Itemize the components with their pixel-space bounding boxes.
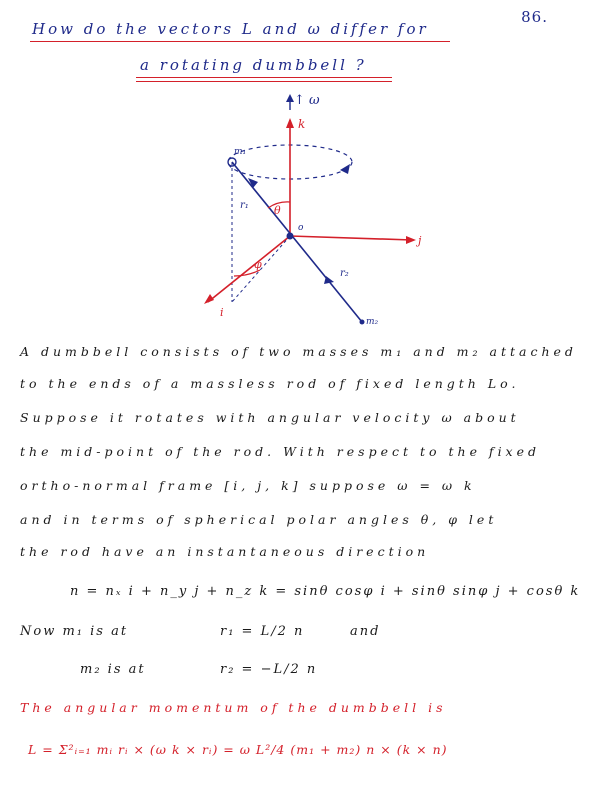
body-line-5: ortho-normal frame [i, j, k] suppose ω = ω k (20, 478, 476, 493)
i-axis (208, 236, 290, 302)
equation-r1: r₁ = L/2 n (220, 624, 305, 639)
r2-label: r₂ (340, 268, 349, 279)
angular-momentum-equation: L = Σ²ᵢ₌₁ mᵢ rᵢ × (ω k × rᵢ) = ω L²/4 (m₁ + m₂) n × (k × n) (28, 742, 448, 757)
dumbbell-diagram (190, 90, 440, 330)
body-line-3: Suppose it rotates with angular velocity ω about (20, 410, 520, 425)
body-line-1: A dumbbell consists of two masses m₁ and m₂ attached (20, 344, 577, 359)
m2-label: m₂ (366, 317, 379, 327)
m1-label: m₁ (234, 147, 247, 157)
title-underline-2b (136, 81, 392, 82)
page-number: 86. (521, 8, 548, 26)
dumbbell-rod (232, 162, 362, 322)
title-line-2: a rotating dumbbell ? (140, 56, 367, 74)
i-label: i (220, 306, 224, 319)
mass-m2 (360, 320, 365, 325)
body-line-6: and in terms of spherical polar angles θ, φ let (20, 512, 498, 527)
r1-label: r₁ (240, 200, 249, 211)
rotation-arrow (340, 164, 350, 174)
body-line-7: the rod have an instantaneous direction (20, 544, 430, 559)
j-label: j (418, 234, 422, 247)
origin-dot (287, 233, 294, 240)
title-line-1: How do the vectors L and ω differ for (32, 20, 429, 38)
phi-label: φ (254, 258, 262, 271)
equation-r2: r₂ = −L/2 n (220, 662, 318, 677)
theta-label: θ (274, 204, 281, 217)
equation-r2-prefix: m₂ is at (80, 662, 146, 677)
k-label: k (298, 117, 306, 131)
omega-label: ↑ ω (294, 93, 320, 108)
origin-label: o (298, 223, 304, 233)
equation-r1-suffix: and (350, 624, 381, 639)
j-axis (290, 236, 412, 240)
title-underline-2 (136, 77, 392, 78)
body-line-2: to the ends of a massless rod of fixed length Lo. (20, 376, 520, 391)
equation-r1-prefix: Now m₁ is at (20, 624, 129, 639)
title-underline-1 (30, 41, 450, 42)
angular-momentum-intro: The angular momentum of the dumbbell is (20, 700, 447, 715)
body-line-4: the mid-point of the rod. With respect to the fixed (20, 444, 541, 459)
equation-n: n = nₓ i + n_y j + n_z k = sinθ cosφ i + sinθ sinφ j + cosθ k (70, 584, 581, 599)
